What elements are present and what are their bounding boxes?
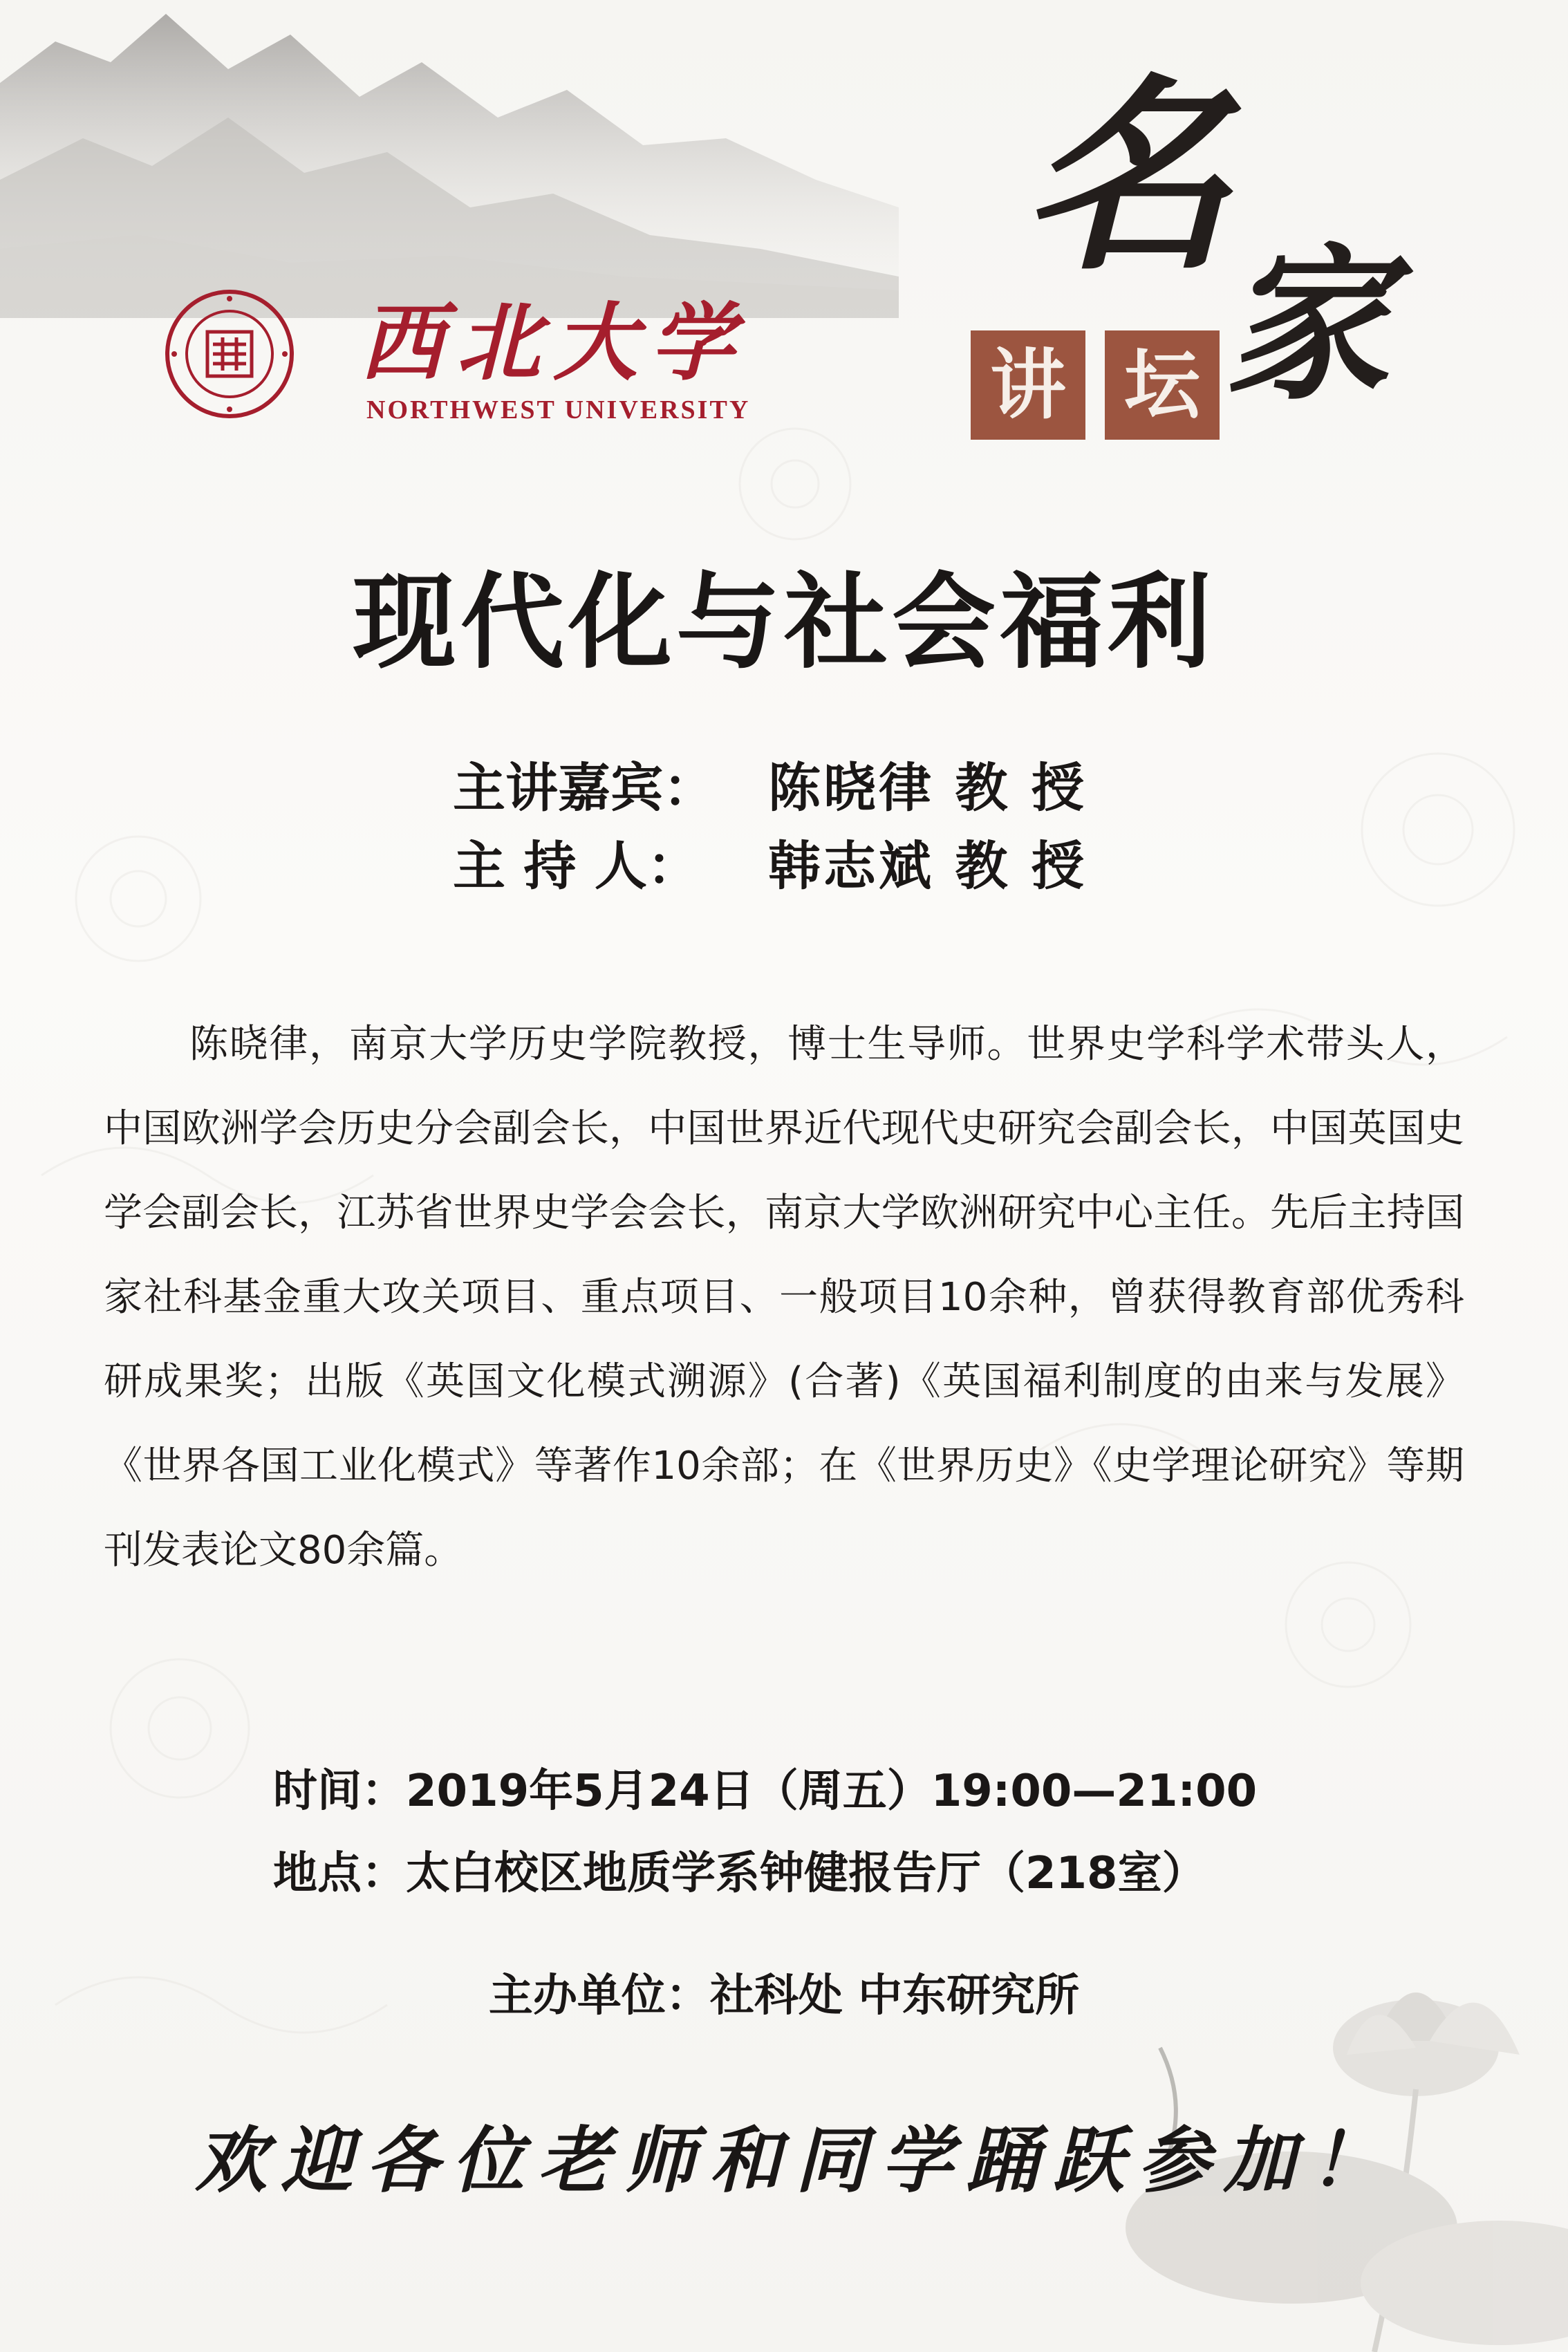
event-place [273,1836,1448,1912]
speaker-label: 主讲嘉宾： [453,757,716,819]
university-seal-logo [165,289,295,419]
host-name: 韩志斌 教 授 [768,835,1087,897]
time-label: 时间： [273,1766,406,1817]
time-value: 2019年5月24日（周五）19:00—21:00 [406,1766,1258,1817]
organizer-label: 主办单位： [488,1970,710,2022]
university-name-english: NORTHWEST UNIVERSITY [366,395,751,424]
event-time [273,1753,1448,1829]
ink-mountain-painting [0,0,899,318]
speaker-line [453,750,1352,826]
forum-char-ming: 名 [1023,54,1231,298]
lecture-title: 现代化与社会福利 [352,561,1215,683]
host-line [453,828,1352,904]
forum-tag-tan: 坛 [1105,330,1220,440]
forum-char-jia: 家 [1223,227,1390,422]
speaker-name: 陈晓律 教 授 [768,757,1087,819]
event-organizer [0,1958,1568,2034]
place-value: 太白校区地质学系钟健报告厅（218室） [406,1848,1206,1899]
host-label: 主 持 人： [453,835,700,897]
speaker-biography: 陈晓律，南京大学历史学院教授，博士生导师。世界史学科学术带头人，中国欧洲学会历史分会副会长，中国世界近代现代史研究会副会长，中国英国史学会副会长，江苏省世界史学会会长，南京大学欧洲研究中心主任。先后主持国家社科基金重大攻关项目、重点项目、一般项目10余种，曾获得教育部优秀科研成果奖；出版《英国文化模式溯源》(合著)《英国福利制度的由来与发展》《世界各国工业化模式》等著作10余部；在《世界历史》《史学理论研究》等期刊发表论文80余篇。 [104,1022,1464,1573]
welcome-slogan: 欢迎各位老师和同学踊跃参加！ [194,2118,1395,2203]
university-name-chinese: 西北大学 [360,292,747,392]
forum-tag-jiang: 讲 [971,330,1085,440]
organizer-value: 社科处 中东研究所 [709,1970,1080,2022]
place-label: 地点： [273,1848,406,1899]
